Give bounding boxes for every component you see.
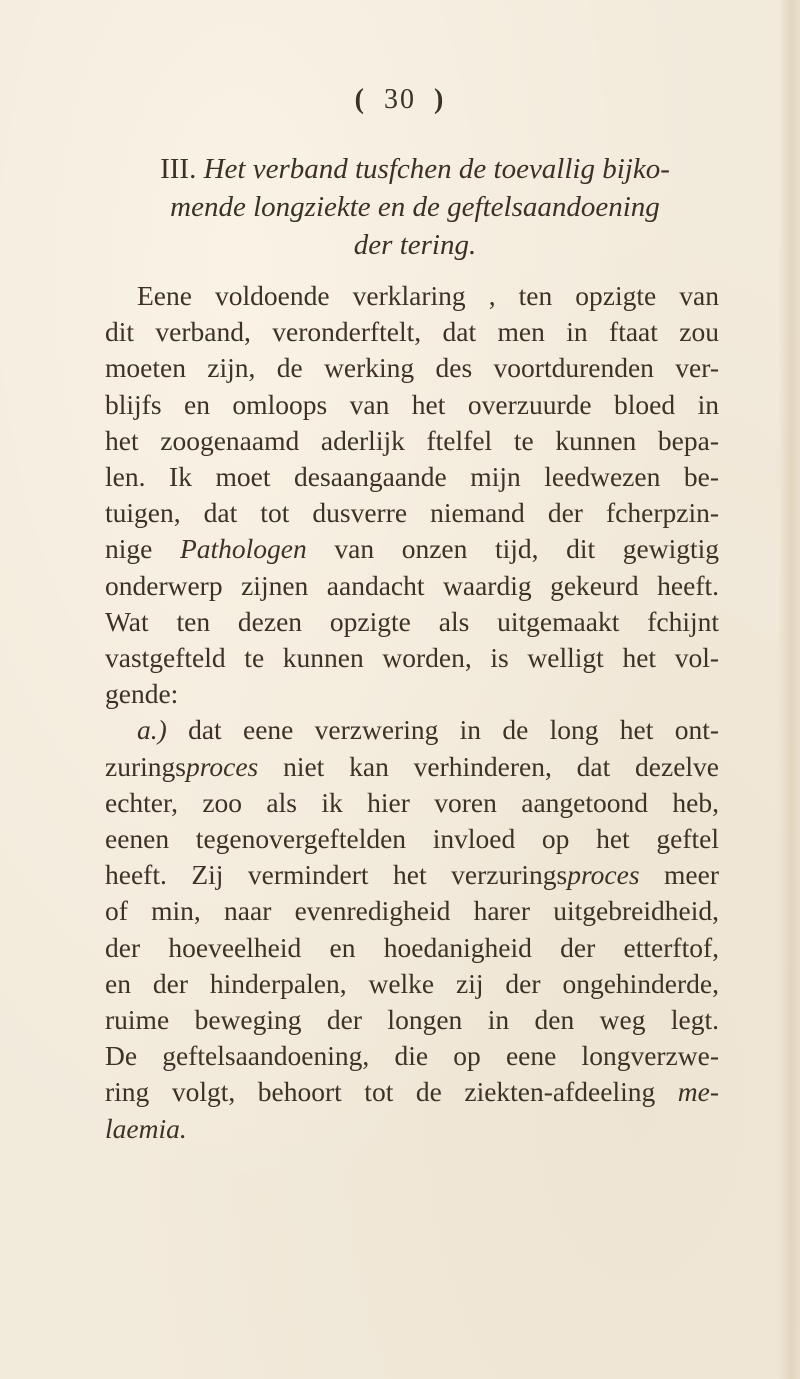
text-line: echter, zoo als ik hier voren aangetoond heb,	[105, 786, 719, 818]
text-run: van onzen tijd, dit gewigtig	[306, 533, 719, 565]
text-line	[105, 1074, 719, 1110]
text-line: tuigen, dat tot dusverre niemand der fcherpzin-	[105, 497, 719, 529]
text-line	[105, 1111, 719, 1147]
section-heading	[100, 150, 730, 264]
italic-term: proces	[567, 859, 640, 891]
text-line: eenen tegenovergeftelden invloed op het geftel	[105, 823, 719, 855]
text-run: ring volgt, behoort tot de ziekten-afdeeling	[105, 1076, 678, 1108]
text-line: Eene voldoende verklaring , ten opzigte van	[137, 280, 719, 311]
text-line: Wat ten dezen opzigte als uitgemaakt fchijnt	[105, 605, 719, 637]
text-line: blijfs en omloops van het overzuurde bloed in	[105, 388, 719, 420]
heading-title-part-1: Het verband tusfchen de toevallig bijko-	[203, 153, 670, 185]
page-number-close-paren: )	[434, 84, 446, 115]
text-line	[105, 749, 719, 785]
text-line	[105, 857, 719, 893]
heading-line-2: mende longziekte en de geftelsaandoening	[170, 191, 660, 223]
text-line: der hoeveelheid en hoedanigheid der etterftof,	[105, 931, 719, 963]
text-run: meer	[639, 859, 719, 891]
text-line: het zoogenaamd aderlijk ftelfel te kunnen bepa-	[105, 424, 719, 456]
italic-term: laemia.	[105, 1112, 187, 1144]
italic-term: proces	[185, 750, 259, 782]
text-line: gende:	[105, 678, 179, 710]
text-line: ruime beweging der longen in den weg legt.	[105, 1004, 719, 1036]
text-line: vastgefteld te kunnen worden, is welligt het vol-	[105, 642, 719, 674]
text-line: en der hinderpalen, welke zij der ongehinderde,	[105, 967, 719, 999]
page-number-open-paren: (	[354, 84, 366, 115]
section-numeral: III.	[160, 153, 197, 185]
italic-term: Pathologen	[179, 533, 307, 565]
text-line	[105, 712, 719, 748]
text-line: De geftelsaandoening, die op eene longverzwe-	[105, 1040, 719, 1072]
text-line: of min, naar evenredigheid harer uitgebreidheid,	[105, 895, 719, 927]
text-run: dat eene verzwering in de long het ont-	[166, 714, 719, 746]
text-run: heeft. Zij vermindert het verzurings	[105, 859, 568, 891]
list-marker: a.)	[137, 714, 167, 746]
text-run: niet kan verhinderen, dat dezelve	[258, 750, 719, 782]
text-line: dit verband, veronderftelt, dat men in ftaat zou	[105, 316, 719, 348]
heading-line-1	[100, 150, 730, 188]
text-line	[105, 531, 719, 567]
heading-line-3: der tering.	[353, 229, 477, 261]
text-run: zurings	[105, 750, 186, 782]
page-edge-shadow	[778, 0, 800, 1379]
text-line: len. Ik moet desaangaande mijn leedwezen be-	[105, 461, 719, 493]
body-text	[105, 278, 719, 1147]
text-line: onderwerp zijnen aandacht waardig gekeurd heeft.	[105, 569, 719, 601]
page-number-value: 30	[384, 84, 416, 115]
text-line: moeten zijn, de werking des voortdurenden ver-	[105, 352, 719, 384]
text-run: nige	[105, 533, 180, 565]
page-number	[0, 84, 800, 116]
italic-term: me-	[677, 1076, 719, 1108]
